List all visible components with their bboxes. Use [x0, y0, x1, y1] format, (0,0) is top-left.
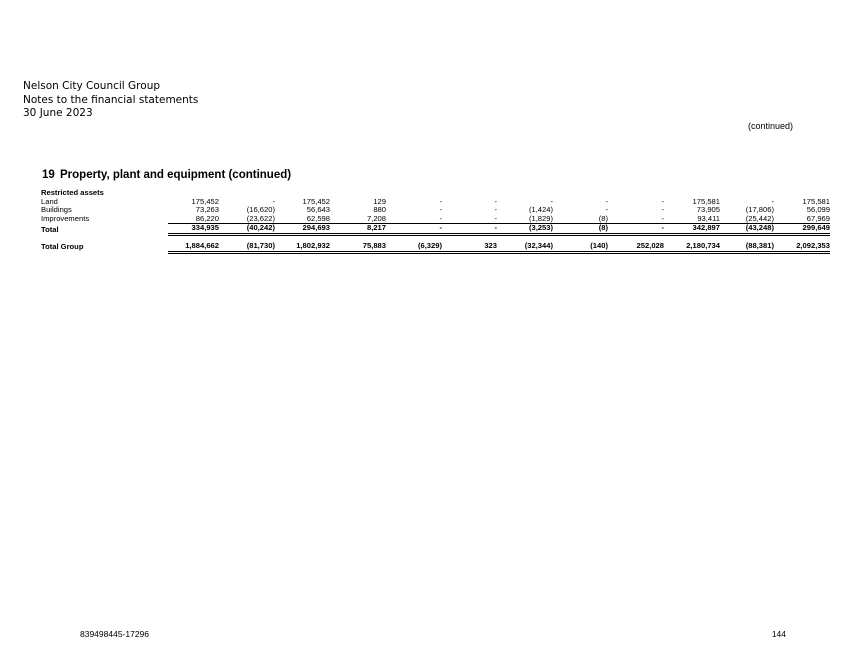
cell: 294,693 — [275, 224, 330, 236]
cell: - — [494, 205, 497, 215]
cell: 252,028 — [608, 242, 664, 254]
cell: - — [442, 215, 497, 225]
cell: 67,969 — [774, 215, 830, 225]
cell: (88,381) — [720, 242, 774, 254]
cell: 2,180,734 — [664, 242, 720, 254]
cell: 1,802,932 — [275, 242, 330, 254]
cell: 175,452 — [191, 196, 219, 206]
cell: 7,208 — [330, 215, 386, 225]
cell: - — [661, 205, 664, 215]
cell: 1,884,662 — [168, 242, 219, 254]
cell: 175,581 — [692, 196, 720, 206]
cell: - — [605, 205, 608, 215]
grand-total-row — [41, 242, 830, 254]
cell: 73,263 — [195, 205, 219, 215]
cell: (25,442) — [720, 215, 774, 225]
cell: - — [605, 196, 608, 206]
cell: (1,424) — [528, 205, 553, 215]
subtotal-row — [41, 224, 830, 236]
cell: 323 — [442, 242, 497, 254]
cell: (32,344) — [497, 242, 553, 254]
cell: (17,806) — [745, 205, 774, 215]
cell: 334,935 — [168, 224, 219, 236]
cell: 2,092,353 — [774, 242, 830, 254]
row-label: Land — [41, 196, 58, 206]
cell: - — [439, 196, 442, 206]
cell: (81,730) — [219, 242, 275, 254]
document-subtitle: Notes to the financial statements — [23, 93, 199, 106]
cell: (43,248) — [720, 224, 774, 236]
cell: - — [442, 224, 497, 236]
cell: (23,622) — [219, 215, 275, 225]
cell: 880 — [373, 205, 386, 215]
cell: - — [386, 224, 442, 236]
cell: - — [439, 205, 442, 215]
cell: - — [386, 215, 442, 225]
section-heading — [42, 169, 291, 181]
cell: 342,897 — [664, 224, 720, 236]
cell: 75,883 — [330, 242, 386, 254]
cell: (8) — [553, 215, 608, 225]
cell: 129 — [373, 196, 386, 206]
row-label: Improvements — [41, 214, 90, 224]
page-number: 144 — [771, 629, 786, 639]
row-label: Total — [41, 224, 59, 234]
cell: (1,829) — [497, 215, 553, 225]
row-label: Total Group — [41, 242, 84, 252]
cell: 8,217 — [330, 224, 386, 236]
cell: (6,329) — [386, 242, 442, 254]
section-title: Property, plant and equipment (continued) — [60, 169, 292, 181]
group-heading: Restricted assets — [41, 188, 104, 197]
cell: 62,598 — [275, 215, 330, 225]
cell: (140) — [553, 242, 608, 254]
cell: - — [608, 215, 664, 225]
cell: (16,620) — [246, 205, 275, 215]
cell: (3,253) — [497, 224, 553, 236]
cell: (8) — [553, 224, 608, 236]
cell: 93,411 — [664, 215, 720, 225]
ppe-table — [41, 189, 830, 254]
section-number: 19 — [42, 169, 55, 181]
cell: - — [608, 224, 664, 236]
cell: 56,099 — [806, 205, 830, 215]
document-header — [23, 80, 198, 121]
cell: 86,220 — [168, 215, 219, 225]
organisation-name: Nelson City Council Group — [23, 80, 161, 92]
cell: 175,581 — [802, 196, 830, 206]
cell: 299,649 — [774, 224, 830, 236]
document-id: 839498445-17296 — [80, 629, 150, 639]
cell: 56,643 — [306, 205, 330, 215]
cell: 175,452 — [302, 196, 330, 206]
cell: - — [272, 196, 275, 206]
cell: 73,905 — [696, 205, 720, 215]
report-date: 30 June 2023 — [23, 107, 93, 120]
continued-label: (continued) — [747, 121, 793, 131]
cell: - — [661, 196, 664, 206]
cell: - — [550, 196, 553, 206]
cell: (40,242) — [219, 224, 275, 236]
cell: - — [771, 196, 774, 206]
cell: - — [494, 196, 497, 206]
row-label: Buildings — [41, 205, 72, 215]
